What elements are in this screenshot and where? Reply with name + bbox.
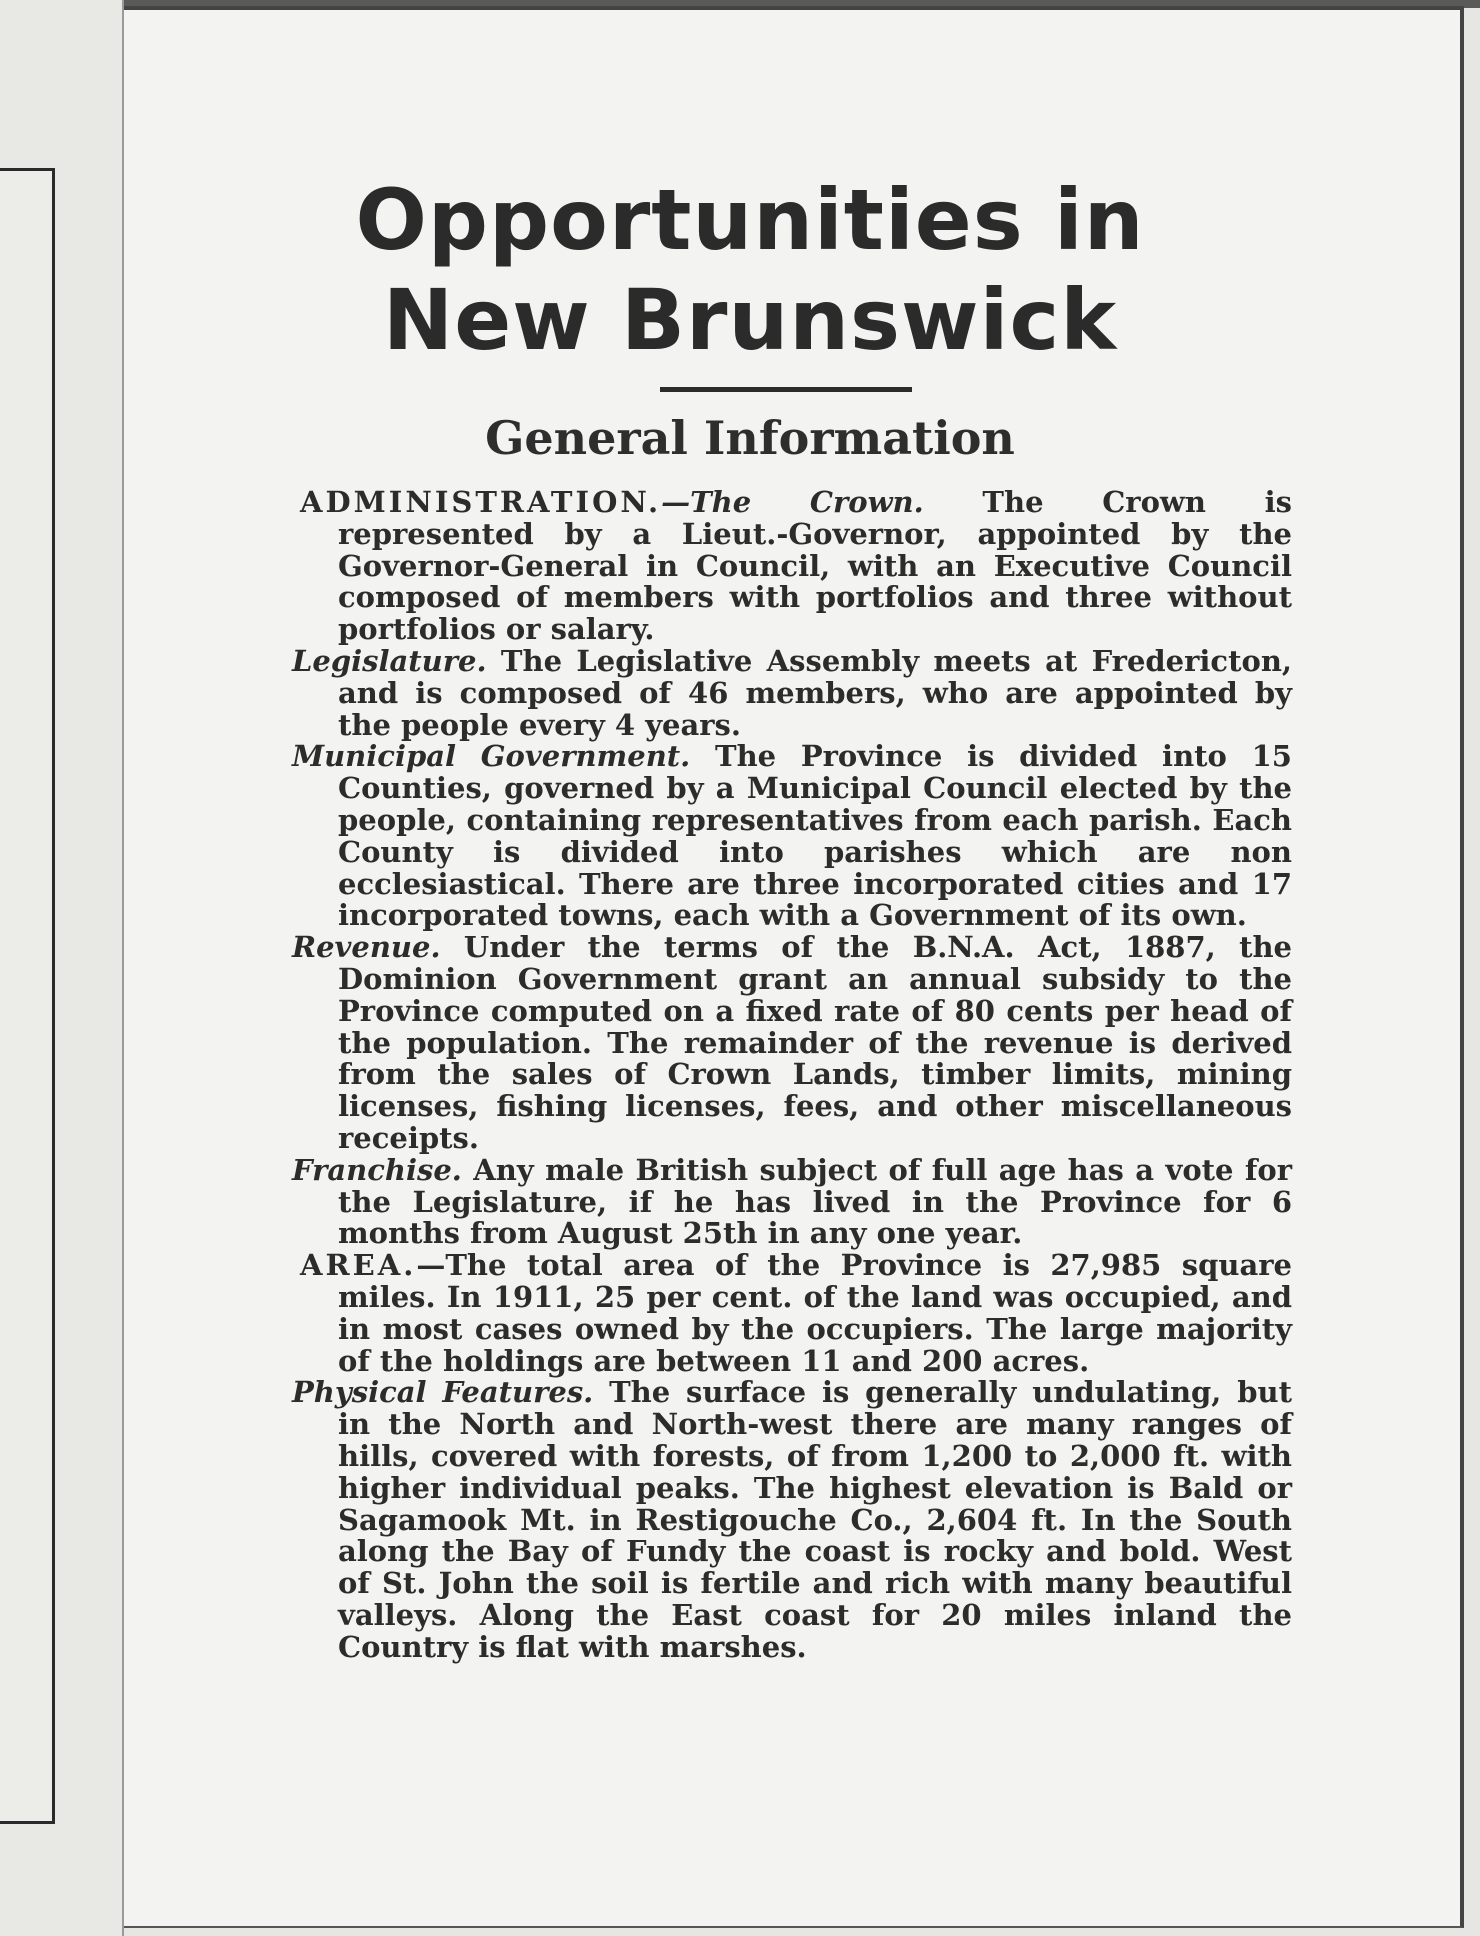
left-margin-strip (0, 0, 124, 1936)
page-title-line-1: Opportunities in (355, 171, 1145, 269)
entry-text: The surface is generally undulating, but in the North and North-west there are many ranges of hills, covered with forests, of from 1,200 to 2,000 ft. with higher individual peaks. The highest elevation is Bald or Sagamook Mt. in Restigouche Co., 2,604 ft. In the South along the Bay of Fundy the coast is rocky and bold. West of St. John the soil is fertile and rich with many beautiful valleys. Along the East coast for 20 miles inland the Country is flat with marshes. (338, 1375, 1292, 1664)
entry-municipal-government (292, 741, 1292, 932)
entry-physical-features (292, 1377, 1292, 1663)
entry-franchise (292, 1152, 1292, 1251)
entry-text: The Province is divided into 15 Counties, governed by a Municipal Council elected by the people, containing representatives from each parish. Each County is divided into parishes which are non ecclesiastical. There are three incorporated cities and 17 incorporated towns, each with a Government of its own. (338, 739, 1292, 933)
entry-area (292, 1250, 1292, 1377)
page-title (300, 170, 1200, 370)
entry-text: —The total area of the Province is 27,985 square miles. In 1911, 25 per cent. of the land was occupied, and in most cases owned by the occupiers. The large majority of the holdings are between 11 and 200 acres. (338, 1248, 1292, 1378)
entry-text: The Legislative Assembly meets at Fredericton, and is composed of 46 members, who are appointed by the people every 4 years. (338, 643, 1292, 742)
entry-caps-heading: AREA. (300, 1248, 417, 1283)
entry-lead-heading: Franchise. (292, 1152, 462, 1187)
section-heading: General Information (485, 411, 1015, 465)
entry-lead-heading: —The Crown. (661, 485, 924, 519)
entry-lead-heading: Revenue. (292, 930, 441, 965)
entry-lead-heading: Legislature. (292, 643, 487, 678)
entry-text: The Crown is represented by a Lieut.-Governor, appointed by the Governor-General in Council, with an Executive Council composed of members with portfolios and three without portfolios or salary. (338, 485, 1293, 647)
title-divider (660, 387, 912, 392)
page-title-line-2: New Brunswick (382, 271, 1118, 369)
entry-lead-heading: Physical Features. (292, 1375, 594, 1410)
document-body (292, 487, 1292, 1663)
entry-lead-heading: Municipal Government. (292, 739, 691, 774)
left-margin-box (0, 168, 55, 1824)
entry-caps-heading: ADMINISTRATION. (300, 485, 662, 519)
entry-text: Any male British subject of full age has a vote for the Legislature, if he has lived in the Province for 6 months from August 25th in any one year. (338, 1152, 1292, 1251)
entry-administration (292, 487, 1292, 646)
entry-legislature (292, 643, 1292, 742)
entry-text: Under the terms of the B.N.A. Act, 1887, the Dominion Government grant an annual subsidy to the Province computed on a fixed rate of 80 cents per head of the population. The remainder of the revenue is derived from the sales of Crown Lands, timber limits, mining licenses, fishing licenses, fees, and other miscellaneous receipts. (338, 930, 1292, 1155)
entry-revenue (292, 932, 1292, 1155)
